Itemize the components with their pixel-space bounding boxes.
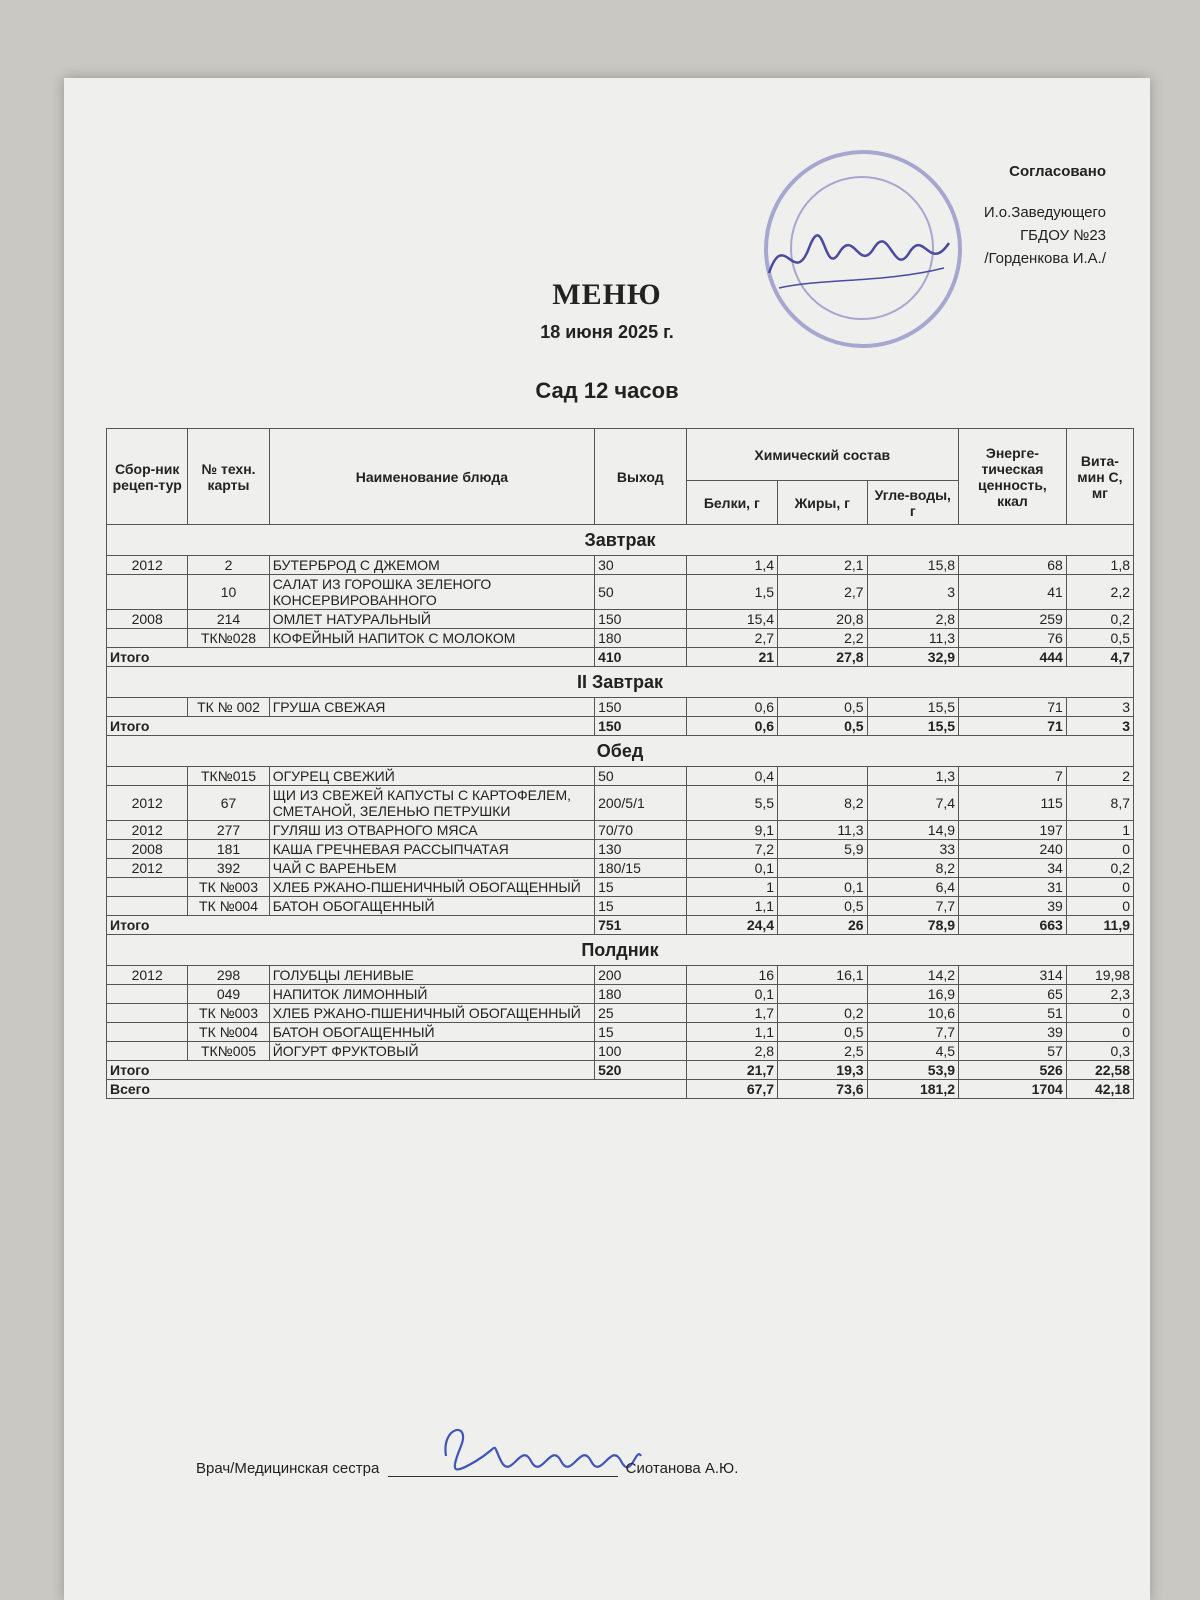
- cell-e: 57: [959, 1042, 1067, 1061]
- cell-collection: [107, 1004, 188, 1023]
- header-carb: Угле-воды, г: [867, 481, 959, 525]
- cell-output: 25: [595, 1004, 687, 1023]
- section-title: Обед: [107, 736, 1134, 767]
- cell-f: [778, 985, 867, 1004]
- cell-c: 4,5: [867, 1042, 959, 1061]
- cell-v: 19,98: [1066, 966, 1133, 985]
- cell-output: 180: [595, 985, 687, 1004]
- cell-c: 7,7: [867, 1023, 959, 1042]
- section-header-row: [107, 525, 1134, 556]
- cell-card: 2: [188, 556, 269, 575]
- section-title: Полдник: [107, 935, 1134, 966]
- cell-dish: ОМЛЕТ НАТУРАЛЬНЫЙ: [269, 610, 594, 629]
- table-row: [107, 698, 1134, 717]
- cell-v: 1: [1066, 821, 1133, 840]
- cell-c: 14,2: [867, 966, 959, 985]
- cell-c: 1,3: [867, 767, 959, 786]
- cell-p: 15,4: [686, 610, 778, 629]
- approval-block: [984, 160, 1106, 270]
- cell-card: ТК№005: [188, 1042, 269, 1061]
- cell-output: 150: [595, 610, 687, 629]
- cell-v: 0: [1066, 897, 1133, 916]
- cell-e: 41: [959, 575, 1067, 610]
- cell-p: 1,1: [686, 1023, 778, 1042]
- cell-p: 1,7: [686, 1004, 778, 1023]
- cell-e: 51: [959, 1004, 1067, 1023]
- cell-f: [778, 859, 867, 878]
- total-label: Итого: [107, 717, 595, 736]
- total-e: 663: [959, 916, 1067, 935]
- cell-dish: ХЛЕБ РЖАНО-ПШЕНИЧНЫЙ ОБОГАЩЕННЫЙ: [269, 878, 594, 897]
- cell-dish: БАТОН ОБОГАЩЕННЫЙ: [269, 1023, 594, 1042]
- cell-card: 298: [188, 966, 269, 985]
- document-date: 18 июня 2025 г.: [540, 322, 674, 342]
- cell-v: 0: [1066, 1004, 1133, 1023]
- cell-f: 0,5: [778, 897, 867, 916]
- grand-total-c: 181,2: [867, 1080, 959, 1099]
- signature-line: [388, 1458, 618, 1477]
- cell-e: 68: [959, 556, 1067, 575]
- cell-f: 16,1: [778, 966, 867, 985]
- cell-v: 0,2: [1066, 610, 1133, 629]
- cell-f: 0,1: [778, 878, 867, 897]
- cell-v: 0: [1066, 878, 1133, 897]
- cell-c: 15,8: [867, 556, 959, 575]
- cell-c: 14,9: [867, 821, 959, 840]
- cell-e: 314: [959, 966, 1067, 985]
- cell-output: 15: [595, 878, 687, 897]
- cell-collection: 2012: [107, 786, 188, 821]
- cell-dish: НАПИТОК ЛИМОННЫЙ: [269, 985, 594, 1004]
- total-v: 11,9: [1066, 916, 1133, 935]
- cell-dish: БАТОН ОБОГАЩЕННЫЙ: [269, 897, 594, 916]
- cell-f: 2,5: [778, 1042, 867, 1061]
- cell-output: 180/15: [595, 859, 687, 878]
- table-row: [107, 556, 1134, 575]
- document-title: МЕНЮ: [552, 278, 662, 311]
- cell-card: ТК№028: [188, 629, 269, 648]
- cell-collection: [107, 629, 188, 648]
- cell-c: 3: [867, 575, 959, 610]
- cell-collection: [107, 1023, 188, 1042]
- total-e: 526: [959, 1061, 1067, 1080]
- table-row: [107, 840, 1134, 859]
- cell-f: 0,2: [778, 1004, 867, 1023]
- cell-output: 100: [595, 1042, 687, 1061]
- cell-p: 2,7: [686, 629, 778, 648]
- cell-card: ТК №003: [188, 1004, 269, 1023]
- cell-e: 39: [959, 897, 1067, 916]
- total-f: 27,8: [778, 648, 867, 667]
- cell-v: 0: [1066, 1023, 1133, 1042]
- footer-role: Врач/Медицинская сестра: [196, 1460, 380, 1477]
- total-row: [107, 916, 1134, 935]
- grand-total-e: 1704: [959, 1080, 1067, 1099]
- table-row: [107, 575, 1134, 610]
- total-p: 0,6: [686, 717, 778, 736]
- table-row: [107, 629, 1134, 648]
- grand-total-label: Всего: [107, 1080, 687, 1099]
- cell-f: 2,7: [778, 575, 867, 610]
- cell-dish: САЛАТ ИЗ ГОРОШКА ЗЕЛЕНОГО КОНСЕРВИРОВАННОГО: [269, 575, 594, 610]
- cell-output: 50: [595, 575, 687, 610]
- header-chemical: Химический состав: [686, 429, 958, 481]
- cell-v: 3: [1066, 698, 1133, 717]
- cell-dish: ГУЛЯШ ИЗ ОТВАРНОГО МЯСА: [269, 821, 594, 840]
- total-f: 0,5: [778, 717, 867, 736]
- cell-card: 181: [188, 840, 269, 859]
- cell-v: 1,8: [1066, 556, 1133, 575]
- menu-sheet: [64, 78, 1150, 1600]
- cell-collection: 2008: [107, 610, 188, 629]
- cell-f: 2,1: [778, 556, 867, 575]
- cell-p: 16: [686, 966, 778, 985]
- cell-e: 34: [959, 859, 1067, 878]
- cell-output: 200: [595, 966, 687, 985]
- cell-card: 049: [188, 985, 269, 1004]
- cell-e: 115: [959, 786, 1067, 821]
- cell-c: 8,2: [867, 859, 959, 878]
- total-out: 150: [595, 717, 687, 736]
- cell-collection: [107, 897, 188, 916]
- section-header-row: [107, 935, 1134, 966]
- cell-card: ТК №003: [188, 878, 269, 897]
- total-out: 410: [595, 648, 687, 667]
- total-e: 444: [959, 648, 1067, 667]
- table-row: [107, 1004, 1134, 1023]
- header-vitc: Вита-мин С, мг: [1066, 429, 1133, 525]
- cell-c: 6,4: [867, 878, 959, 897]
- cell-output: 200/5/1: [595, 786, 687, 821]
- total-row: [107, 717, 1134, 736]
- section-title: Завтрак: [107, 525, 1134, 556]
- cell-collection: [107, 575, 188, 610]
- grand-total-row: [107, 1080, 1134, 1099]
- cell-card: 277: [188, 821, 269, 840]
- table-row: [107, 821, 1134, 840]
- cell-card: 67: [188, 786, 269, 821]
- cell-collection: 2012: [107, 966, 188, 985]
- cell-collection: [107, 878, 188, 897]
- cell-card: 214: [188, 610, 269, 629]
- cell-f: 5,9: [778, 840, 867, 859]
- cell-f: 20,8: [778, 610, 867, 629]
- cell-dish: ЩИ ИЗ СВЕЖЕЙ КАПУСТЫ С КАРТОФЕЛЕМ, СМЕТАНОЙ, ЗЕЛЕНЬЮ ПЕТРУШКИ: [269, 786, 594, 821]
- cell-card: 392: [188, 859, 269, 878]
- approval-position: И.о.Заведующего: [983, 204, 1106, 221]
- total-v: 3: [1066, 717, 1133, 736]
- cell-p: 2,8: [686, 1042, 778, 1061]
- table-row: [107, 878, 1134, 897]
- cell-e: 197: [959, 821, 1067, 840]
- cell-f: 0,5: [778, 1023, 867, 1042]
- total-c: 78,9: [867, 916, 959, 935]
- cell-v: 2,2: [1066, 575, 1133, 610]
- header-card: № техн. карты: [188, 429, 269, 525]
- cell-p: 0,6: [686, 698, 778, 717]
- cell-collection: [107, 698, 188, 717]
- cell-p: 0,4: [686, 767, 778, 786]
- cell-dish: БУТЕРБРОД С ДЖЕМОМ: [269, 556, 594, 575]
- section-header-row: [107, 736, 1134, 767]
- cell-collection: 2012: [107, 859, 188, 878]
- header-fat: Жиры, г: [778, 481, 867, 525]
- cell-e: 39: [959, 1023, 1067, 1042]
- total-label: Итого: [107, 1061, 595, 1080]
- footer-name: Сиотанова А.Ю.: [625, 1460, 739, 1477]
- menu-body: [107, 525, 1134, 1099]
- cell-p: 9,1: [686, 821, 778, 840]
- cell-p: 1: [686, 878, 778, 897]
- cell-card: ТК №004: [188, 897, 269, 916]
- cell-c: 16,9: [867, 985, 959, 1004]
- cell-f: [778, 767, 867, 786]
- total-out: 751: [595, 916, 687, 935]
- table-row: [107, 1023, 1134, 1042]
- total-p: 24,4: [686, 916, 778, 935]
- cell-v: 0,2: [1066, 859, 1133, 878]
- cell-collection: [107, 985, 188, 1004]
- cell-c: 11,3: [867, 629, 959, 648]
- cell-card: ТК№015: [188, 767, 269, 786]
- cell-dish: ХЛЕБ РЖАНО-ПШЕНИЧНЫЙ ОБОГАЩЕННЫЙ: [269, 1004, 594, 1023]
- cell-p: 0,1: [686, 985, 778, 1004]
- cell-e: 259: [959, 610, 1067, 629]
- cell-f: 0,5: [778, 698, 867, 717]
- cell-output: 15: [595, 1023, 687, 1042]
- grand-total-p: 67,7: [686, 1080, 778, 1099]
- approval-header: Согласовано: [1009, 163, 1106, 180]
- cell-card: ТК № 002: [188, 698, 269, 717]
- total-v: 4,7: [1066, 648, 1133, 667]
- cell-output: 70/70: [595, 821, 687, 840]
- menu-table: [106, 428, 1134, 1099]
- table-row: [107, 786, 1134, 821]
- cell-v: 0,5: [1066, 629, 1133, 648]
- cell-c: 33: [867, 840, 959, 859]
- cell-collection: 2008: [107, 840, 188, 859]
- document-subtitle: Сад 12 часов: [535, 378, 679, 403]
- cell-dish: ГОЛУБЦЫ ЛЕНИВЫЕ: [269, 966, 594, 985]
- cell-p: 1,4: [686, 556, 778, 575]
- header-dish: Наименование блюда: [269, 429, 594, 525]
- cell-dish: КАША ГРЕЧНЕВАЯ РАССЫПЧАТАЯ: [269, 840, 594, 859]
- table-row: [107, 1042, 1134, 1061]
- total-v: 22,58: [1066, 1061, 1133, 1080]
- cell-e: 65: [959, 985, 1067, 1004]
- cell-card: ТК №004: [188, 1023, 269, 1042]
- cell-c: 10,6: [867, 1004, 959, 1023]
- table-row: [107, 610, 1134, 629]
- cell-f: 2,2: [778, 629, 867, 648]
- header-output: Выход: [595, 429, 687, 525]
- table-row: [107, 767, 1134, 786]
- cell-p: 5,5: [686, 786, 778, 821]
- cell-f: 8,2: [778, 786, 867, 821]
- total-out: 520: [595, 1061, 687, 1080]
- grand-total-v: 42,18: [1066, 1080, 1133, 1099]
- section-header-row: [107, 667, 1134, 698]
- cell-dish: КОФЕЙНЫЙ НАПИТОК С МОЛОКОМ: [269, 629, 594, 648]
- total-f: 26: [778, 916, 867, 935]
- cell-output: 50: [595, 767, 687, 786]
- cell-output: 130: [595, 840, 687, 859]
- total-label: Итого: [107, 916, 595, 935]
- cell-p: 1,5: [686, 575, 778, 610]
- cell-e: 71: [959, 698, 1067, 717]
- cell-c: 7,4: [867, 786, 959, 821]
- cell-e: 240: [959, 840, 1067, 859]
- cell-collection: 2012: [107, 556, 188, 575]
- table-row: [107, 859, 1134, 878]
- cell-f: 11,3: [778, 821, 867, 840]
- cell-v: 8,7: [1066, 786, 1133, 821]
- cell-collection: [107, 767, 188, 786]
- cell-output: 150: [595, 698, 687, 717]
- cell-dish: ГРУША СВЕЖАЯ: [269, 698, 594, 717]
- cell-card: 10: [188, 575, 269, 610]
- header-protein: Белки, г: [686, 481, 778, 525]
- table-row: [107, 897, 1134, 916]
- cell-v: 2: [1066, 767, 1133, 786]
- cell-c: 15,5: [867, 698, 959, 717]
- cell-p: 7,2: [686, 840, 778, 859]
- footer: [196, 1458, 1096, 1518]
- cell-p: 0,1: [686, 859, 778, 878]
- cell-output: 15: [595, 897, 687, 916]
- total-c: 15,5: [867, 717, 959, 736]
- approval-name: /Горденкова И.А./: [984, 250, 1106, 267]
- cell-v: 2,3: [1066, 985, 1133, 1004]
- cell-v: 0,3: [1066, 1042, 1133, 1061]
- total-row: [107, 648, 1134, 667]
- section-title: II Завтрак: [107, 667, 1134, 698]
- total-p: 21,7: [686, 1061, 778, 1080]
- cell-dish: ЙОГУРТ ФРУКТОВЫЙ: [269, 1042, 594, 1061]
- cell-p: 1,1: [686, 897, 778, 916]
- cell-e: 7: [959, 767, 1067, 786]
- cell-collection: [107, 1042, 188, 1061]
- cell-output: 180: [595, 629, 687, 648]
- total-label: Итого: [107, 648, 595, 667]
- total-p: 21: [686, 648, 778, 667]
- total-f: 19,3: [778, 1061, 867, 1080]
- table-row: [107, 985, 1134, 1004]
- cell-collection: 2012: [107, 821, 188, 840]
- cell-dish: ОГУРЕЦ СВЕЖИЙ: [269, 767, 594, 786]
- header-collection: Сбор-ник рецеп-тур: [107, 429, 188, 525]
- total-c: 53,9: [867, 1061, 959, 1080]
- approval-org: ГБДОУ №23: [1020, 227, 1106, 244]
- cell-output: 30: [595, 556, 687, 575]
- cell-c: 7,7: [867, 897, 959, 916]
- cell-e: 76: [959, 629, 1067, 648]
- cell-dish: ЧАЙ С ВАРЕНЬЕМ: [269, 859, 594, 878]
- table-row: [107, 966, 1134, 985]
- header-energy: Энерге-тическая ценность, ккал: [959, 429, 1067, 525]
- total-e: 71: [959, 717, 1067, 736]
- total-c: 32,9: [867, 648, 959, 667]
- cell-e: 31: [959, 878, 1067, 897]
- total-row: [107, 1061, 1134, 1080]
- cell-v: 0: [1066, 840, 1133, 859]
- grand-total-f: 73,6: [778, 1080, 867, 1099]
- cell-c: 2,8: [867, 610, 959, 629]
